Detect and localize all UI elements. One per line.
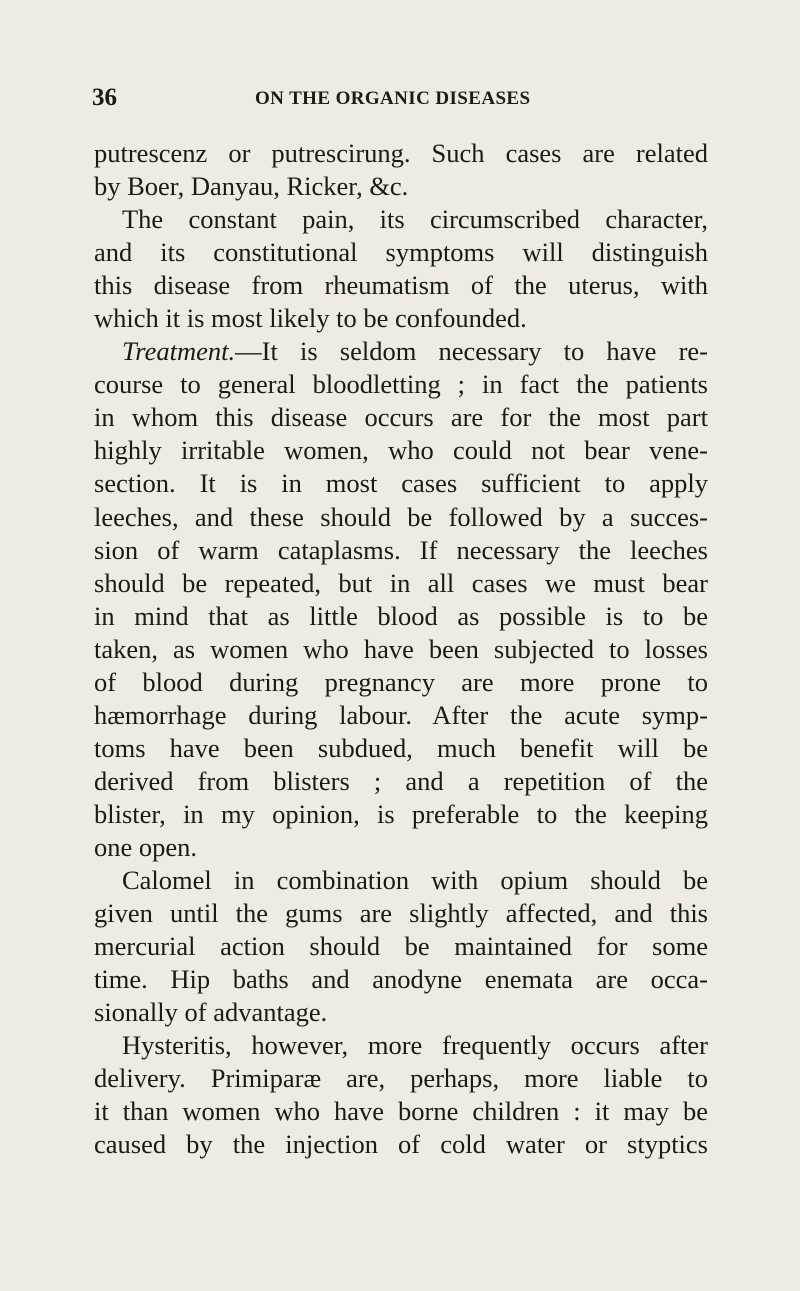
text-line (94, 434, 708, 467)
text-line (94, 798, 708, 831)
line-text: highly irritable women, who could not bear vene- (94, 435, 708, 466)
line-text: time. Hip baths and anodyne enemata are occa- (94, 964, 708, 995)
line-text: course to general bloodletting ; in fact the patients (94, 369, 708, 400)
text-line (94, 1095, 708, 1128)
running-head: ON THE ORGANIC DISEASES (255, 88, 531, 109)
line-text: in mind that as little blood as possible is to be (94, 600, 708, 631)
body-text (94, 137, 708, 1161)
text-line (94, 236, 708, 269)
text-line (94, 897, 708, 930)
text-line (94, 1029, 708, 1062)
text-line (94, 666, 708, 699)
line-text: caused by the injection of cold water or styptics (94, 1129, 708, 1160)
text-line (94, 831, 708, 864)
line-text: sion of warm cataplasms. If necessary the leeches (94, 534, 708, 565)
line-text: Hysteritis, however, more frequently occurs after (122, 1030, 708, 1061)
text-line (94, 501, 708, 534)
line-text: —It is seldom necessary to have re- (235, 336, 708, 367)
text-line (94, 765, 708, 798)
text-line (94, 732, 708, 765)
line-text: The constant pain, its circumscribed character, (122, 204, 708, 235)
text-line (94, 600, 708, 633)
text-line (94, 567, 708, 600)
text-line (94, 963, 708, 996)
text-line (94, 368, 708, 401)
text-line (94, 996, 708, 1029)
line-text: given until the gums are slightly affected, and this (94, 898, 708, 929)
text-line (94, 1128, 708, 1161)
text-line (94, 534, 708, 567)
text-line (94, 930, 708, 963)
page-number: 36 (92, 84, 117, 111)
line-text: which it is most likely to be confounded. (94, 303, 527, 334)
text-line (94, 467, 708, 500)
line-text: section. It is in most cases sufficient to apply (94, 468, 708, 499)
line-text: sionally of advantage. (94, 997, 328, 1028)
line-text: it than women who have borne children : it may be (94, 1096, 708, 1127)
line-text: toms have been subdued, much benefit will be (94, 732, 708, 763)
text-line (94, 1062, 708, 1095)
line-text: Calomel in combination with opium should be (122, 865, 708, 896)
text-line (94, 335, 708, 368)
italic-heading: Treatment. (122, 336, 236, 367)
text-line (94, 203, 708, 236)
line-text: by Boer, Danyau, Ricker, &c. (94, 171, 409, 202)
line-text: should be repeated, but in all cases we must bear (94, 567, 708, 598)
text-line (94, 269, 708, 302)
line-text: putrescenz or putrescirung. Such cases are related (94, 138, 708, 168)
line-text: taken, as women who have been subjected to losses (94, 633, 708, 664)
line-text: blister, in my opinion, is preferable to the keeping (94, 798, 708, 829)
text-line (94, 633, 708, 666)
text-line (94, 699, 708, 732)
line-text: in whom this disease occurs are for the most part (94, 402, 708, 433)
line-text: derived from blisters ; and a repetition of the (94, 765, 708, 796)
text-line (94, 302, 708, 335)
line-text: of blood during pregnancy are more prone to (94, 666, 708, 697)
text-line (94, 137, 708, 170)
line-text: leeches, and these should be followed by a succes- (94, 501, 708, 532)
line-text: mercurial action should be maintained for some (94, 931, 708, 962)
line-text: delivery. Primiparæ are, perhaps, more liable to (94, 1063, 708, 1094)
line-text: and its constitutional symptoms will distinguish (94, 237, 708, 268)
text-line (94, 170, 708, 203)
text-line (94, 864, 708, 897)
line-text: hæmorrhage during labour. After the acute symp- (94, 699, 708, 730)
line-text: one open. (94, 831, 198, 862)
text-line (94, 401, 708, 434)
page-header (92, 84, 732, 118)
line-text: this disease from rheumatism of the uterus, with (94, 270, 708, 301)
